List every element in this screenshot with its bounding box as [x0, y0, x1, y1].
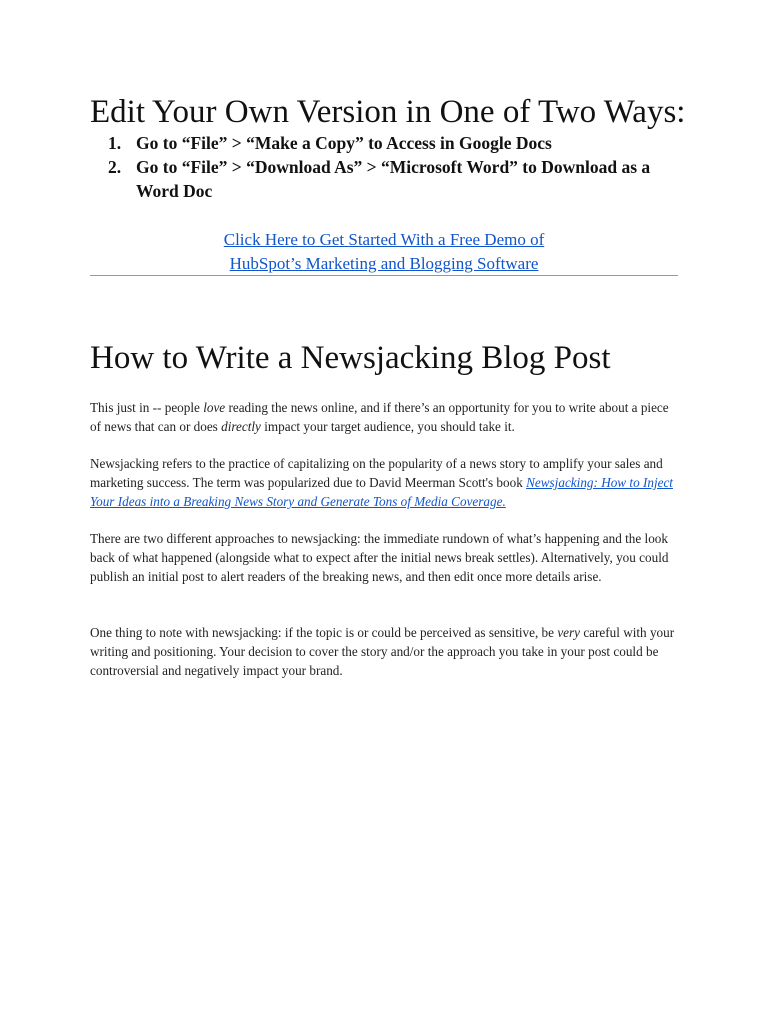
- post-title: How to Write a Newsjacking Blog Post: [90, 340, 611, 376]
- paragraph-text: reading the news online, and if there’s an opportunity for you to write about a piece of news that can or does: [90, 400, 669, 434]
- edit-step-item: [108, 155, 693, 203]
- intro-paragraph: [90, 398, 680, 436]
- step-text: Go to “File” > “Download As” > “Microsoft Word” to Download as a Word Doc: [136, 157, 651, 201]
- emphasis-text: very: [557, 625, 581, 640]
- emphasis-text: directly: [221, 419, 261, 434]
- paragraph-text: This just in -- people: [90, 400, 204, 415]
- paragraph-text: One thing to note with newsjacking: if the topic is or could be perceived as sensitive, be: [90, 625, 558, 640]
- edit-step-item: [108, 131, 693, 155]
- emphasis-text: love: [203, 400, 226, 415]
- demo-cta: [90, 228, 678, 276]
- definition-paragraph: [90, 454, 680, 511]
- edit-steps-list: [108, 131, 693, 203]
- demo-link-line-1[interactable]: Click Here to Get Started With a Free Demo of: [223, 230, 545, 249]
- paragraph-text: Newsjacking refers to the practice of capitalizing on the popularity of a news story to amplify your sales and marketing success. The term was popularized due to David Meerman Scott's book: [90, 456, 663, 490]
- step-number: 1.: [108, 133, 122, 153]
- demo-link-line-2[interactable]: HubSpot’s Marketing and Blogging Software: [229, 254, 539, 273]
- paragraph-text: impact your target audience, you should take it.: [260, 419, 515, 434]
- step-number: 2.: [108, 157, 122, 177]
- step-text: Go to “File” > “Make a Copy” to Access in Google Docs: [136, 133, 552, 153]
- approaches-paragraph: There are two different approaches to newsjacking: the immediate rundown of what’s happening and the look back of what happened (alongside what to expect after the initial news break settles). Alternatively, you could publish an initial post to alert readers of the breaking news, and then edit once more details arise.: [90, 531, 669, 584]
- edit-instructions-heading: Edit Your Own Version in One of Two Ways:: [90, 94, 686, 130]
- caution-paragraph: [90, 623, 680, 680]
- paragraph-text: careful with your writing and positioning. Your decision to cover the story and/or the approach you take in your post could be controversial and negatively impact your brand.: [90, 625, 675, 678]
- section-divider: [90, 275, 678, 276]
- book-link[interactable]: Newsjacking: How to Inject Your Ideas into a Breaking News Story and Generate Tons of Media Coverage.: [90, 475, 673, 509]
